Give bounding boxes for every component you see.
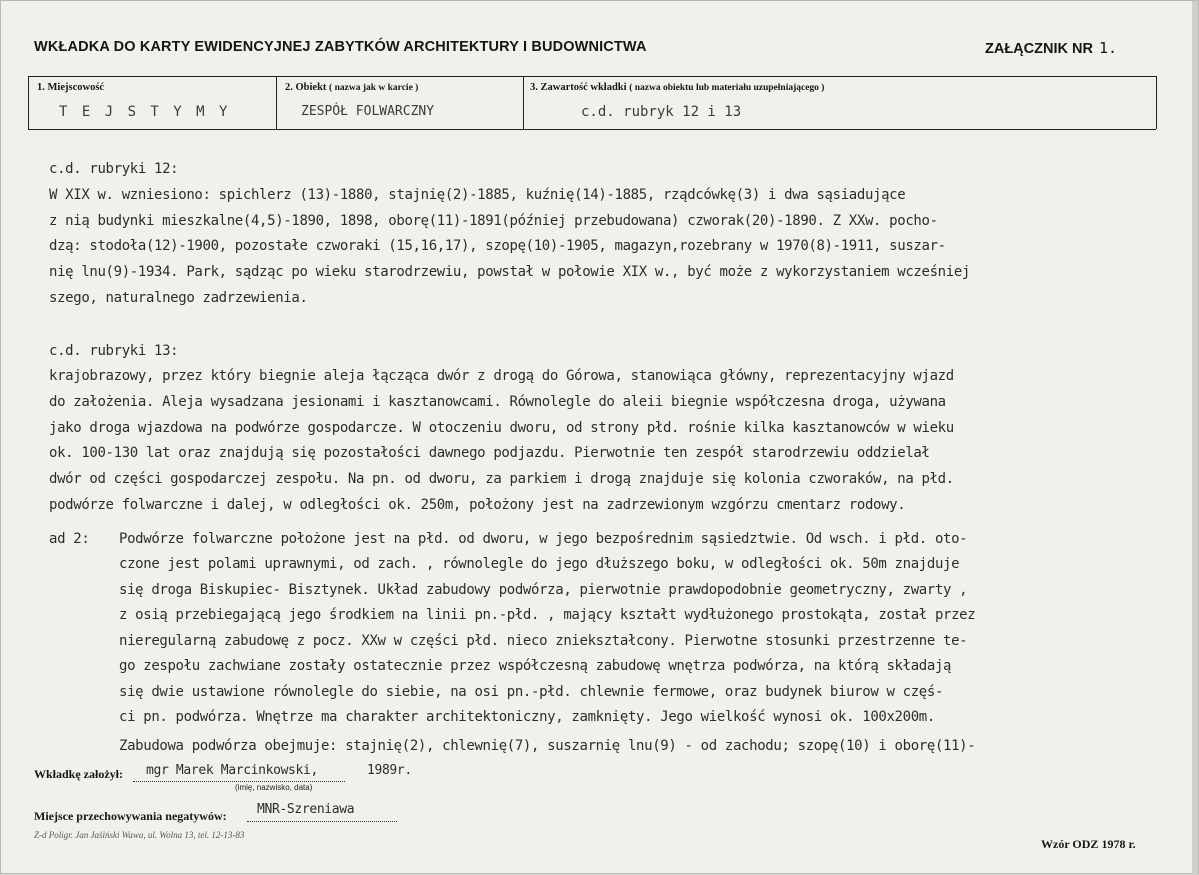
- text-line: z osią przebiegającą jego środkiem na linii pn.-płd. , mający kształt wydłużonego prostokąta, został przez: [119, 607, 976, 623]
- field-content-label-sub: ( nazwa obiektu lub materiału uzupełniającego ): [629, 83, 825, 93]
- author-caption: (imię, nazwisko, data): [235, 783, 313, 792]
- section-heading-13: c.d. rubryki 13:: [49, 343, 179, 359]
- card-title: WKŁADKA DO KARTY EWIDENCYJNEJ ZABYTKÓW ARCHITEKTURY I BUDOWNICTWA: [34, 39, 647, 55]
- field-content-label-main: 3. Zawartość wkładki: [530, 82, 627, 93]
- author-dotted-line: [133, 781, 345, 782]
- field-locality-label: 1. Miejscowość: [37, 82, 105, 93]
- text-line: czone jest polami uprawnymi, od zach. , równolegle do jego dłuższego boku, w odległości ok. 50m znajduje: [119, 556, 960, 572]
- field-content-label: [530, 82, 824, 93]
- text-line: się dwie ustawione równolegle do siebie, na osi pn.-płd. chlewnie fermowe, oraz budynek biurow w częś-: [119, 684, 944, 700]
- form-version: Wzór ODZ 1978 r.: [1041, 837, 1136, 851]
- text-line: jako droga wjazdowa na podwórze gospodarcze. W otoczeniu dworu, od strony płd. rośnie kilka kasztanowców w wieku: [49, 420, 954, 436]
- author-label: Wkładkę założył:: [34, 767, 123, 781]
- negatives-dotted-line: [247, 821, 397, 822]
- section-heading-12: c.d. rubryki 12:: [49, 161, 179, 177]
- text-line: Podwórze folwarczne położone jest na płd. od dworu, w jego bezpośrednim sąsiedztwie. Od wsch. i płd. oto-: [119, 531, 968, 547]
- text-line: ci pn. podwórza. Wnętrze ma charakter architektoniczny, zamknięty. Jego wielkość wynosi ok. 100x200m.: [119, 709, 935, 725]
- field-object-label-sub: ( nazwa jak w karcie ): [329, 83, 419, 93]
- fields-divider-2: [523, 76, 524, 129]
- attachment-label: ZAŁĄCZNIK NR: [985, 41, 1093, 57]
- text-line: do założenia. Aleja wysadzana jesionami i kasztanowcami. Równolegle do aleii biegnie współczesna droga, używana: [49, 394, 946, 410]
- text-line: podwórze folwarczne i dalej, w odległości ok. 250m, położony jest na zadrzewionym wzgórzu cmentarz rodowy.: [49, 497, 906, 513]
- attachment-number: [985, 39, 1117, 57]
- text-line: dzą: stodoła(12)-1900, pozostałe czworaki (15,16,17), szopę(10)-1905, magazyn,rozebrany w 1970(8)-1911, suszar-: [49, 238, 946, 254]
- fields-divider-left: [28, 76, 29, 129]
- field-content-value: c.d. rubryk 12 i 13: [581, 104, 742, 120]
- text-line: go zespołu zachwiane zostały ostatecznie przez współczesną zabudowę wnętrza podwórza, na którą składają: [119, 658, 952, 674]
- text-line: ok. 100-130 lat oraz znajdują się pozostałości dawnego podjazdu. Pierwotnie ten zespół starodrzewiu oddzielał: [49, 445, 930, 461]
- field-object-label: [285, 82, 418, 93]
- printer-imprint: Z-d Poligr. Jan Jaśiński Wawa, ul. Wolna 13, tel. 12-13-83: [34, 830, 245, 840]
- negatives-label: Miejsce przechowywania negatywów:: [34, 809, 227, 823]
- text-line: szego, naturalnego zadrzewienia.: [49, 290, 308, 306]
- negatives-value: MNR-Szreniawa: [257, 802, 355, 817]
- field-locality-value: T E J S T Y M Y: [59, 104, 231, 120]
- attachment-number-value: 1.: [1098, 39, 1117, 57]
- page-edge: [1192, 1, 1198, 875]
- fields-divider-right: [1156, 76, 1157, 129]
- author-year: 1989r.: [367, 763, 412, 778]
- text-line: z nią budynki mieszkalne(4,5)-1890, 1898, oborę(11)-1891(później przebudowana) czworak(20)-1890. Z XXw. pocho-: [49, 213, 938, 229]
- fields-top-rule: [28, 76, 1156, 77]
- text-line: nię lnu(9)-1934. Park, sądząc po wieku starodrzewiu, powstał w połowie XIX w., być może z wykorzystaniem wcześniej: [49, 264, 970, 280]
- section-heading-ad2: ad 2:: [49, 531, 90, 547]
- text-line: krajobrazowy, przez który biegnie aleja łącząca dwór z drogą do Górowa, stanowiąca główny, reprezentacyjny wjazd: [49, 368, 954, 384]
- fields-bottom-rule: [28, 129, 1156, 130]
- text-line: W XIX w. wzniesiono: spichlerz (13)-1880, stajnię(2)-1885, kuźnię(14)-1885, rządcówkę(3) i dwa sąsiadujące: [49, 187, 906, 203]
- text-line: dwór od części gospodarczej zespołu. Na pn. od dworu, za parkiem i drogą znajduje się kolonia czworaków, na płd.: [49, 471, 954, 487]
- field-object-value: ZESPÓŁ FOLWARCZNY: [301, 104, 435, 119]
- text-line: nieregularną zabudowę z pocz. XXw w części płd. nieco zniekształcony. Pierwotne stosunki przestrzenne te-: [119, 633, 968, 649]
- text-line: się droga Biskupiec- Bisztynek. Układ zabudowy podwórza, pierwotnie prawdopodobnie geometryczny, zwarty ,: [119, 582, 968, 598]
- author-value: mgr Marek Marcinkowski,: [146, 763, 318, 778]
- text-line: Zabudowa podwórza obejmuje: stajnię(2), chlewnię(7), suszarnię lnu(9) - od zachodu; szopę(10) i oborę(11)-: [119, 738, 976, 754]
- fields-divider-1: [276, 76, 277, 129]
- field-object-label-main: 2. Obiekt: [285, 82, 327, 93]
